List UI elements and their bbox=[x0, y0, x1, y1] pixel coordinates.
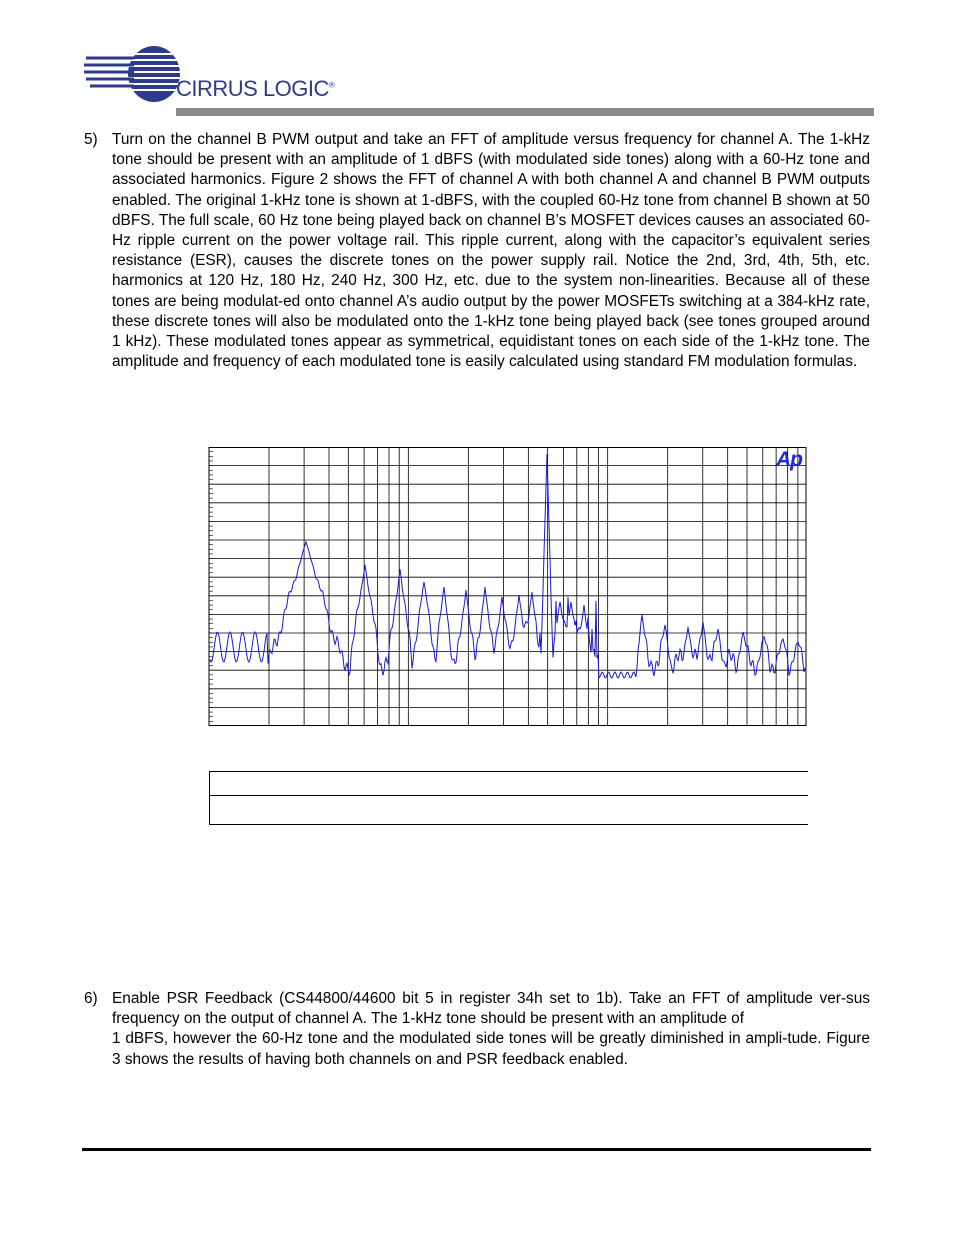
step-6 bbox=[84, 989, 870, 1070]
step-6-text-1: Enable PSR Feedback (CS44800/44600 bit 5 in register 34h set to 1b). Take an FFT of amplitude ver-sus frequency on the output of channel A. The 1-kHz tone should be present with an amplitude of bbox=[112, 990, 870, 1028]
step-5-number: 5) bbox=[84, 131, 98, 148]
legend-rule-top bbox=[210, 771, 808, 772]
fft-plot bbox=[208, 447, 807, 727]
step-5-text: Turn on the channel B PWM output and take an FFT of amplitude versus frequency for channel A. The 1-kHz tone should be present with an amplitude of 1 dBFS (with modulated side tones) along with a 60-Hz tone and associated harmonics. Figure 2 shows the FFT of channel A with both channel A and channel B PWM outputs enabled. The original 1-kHz tone is shown at 1-dBFS, with the coupled 60-Hz tone from channel B shown at 50 dBFS. The full scale, 60 Hz tone being played back on channel B’s MOSFET devices causes an associated 60-Hz ripple current on the power voltage rail. This ripple current, along with the capacitor’s equivalent series resistance (ESR), causes the discrete tones on the power supply rail. Notice the 2nd, 3rd, 4th, 5th, etc. harmonics at 120 Hz, 180 Hz, 240 Hz, 300 Hz, etc. due to the system non-linearities. Because all of these tones are being modulat-ed onto channel A’s audio output by the power MOSFETs switching at a 384-kHz rate, these discrete tones will also be modulated onto the 1-kHz tone being played back (see tones grouped around 1 kHz). These modulated tones appear as symmetrical, equidistant tones on each side of the 1-kHz tone. The amplitude and frequency of each modulated tone is easily calculated using standard FM modulation formulas. bbox=[112, 131, 870, 371]
ap-badge: Ap bbox=[776, 448, 802, 471]
step-6-number: 6) bbox=[84, 990, 98, 1007]
legend-table bbox=[209, 771, 808, 825]
footer-rule bbox=[82, 1148, 871, 1151]
legend-rule-bottom bbox=[210, 824, 808, 825]
legend-rule-mid bbox=[210, 795, 808, 796]
plot-frame bbox=[209, 448, 806, 726]
step-5 bbox=[84, 130, 870, 372]
brand-name: CIRRUS LOGIC® bbox=[176, 76, 335, 101]
step-6-text-2: 1 dBFS, however the 60-Hz tone and the modulated side tones will be greatly diminished in ampli-tude. Figure 3 shows the results of having both channels on and PSR feedback enabled. bbox=[112, 1030, 870, 1068]
header-rule bbox=[176, 108, 874, 116]
